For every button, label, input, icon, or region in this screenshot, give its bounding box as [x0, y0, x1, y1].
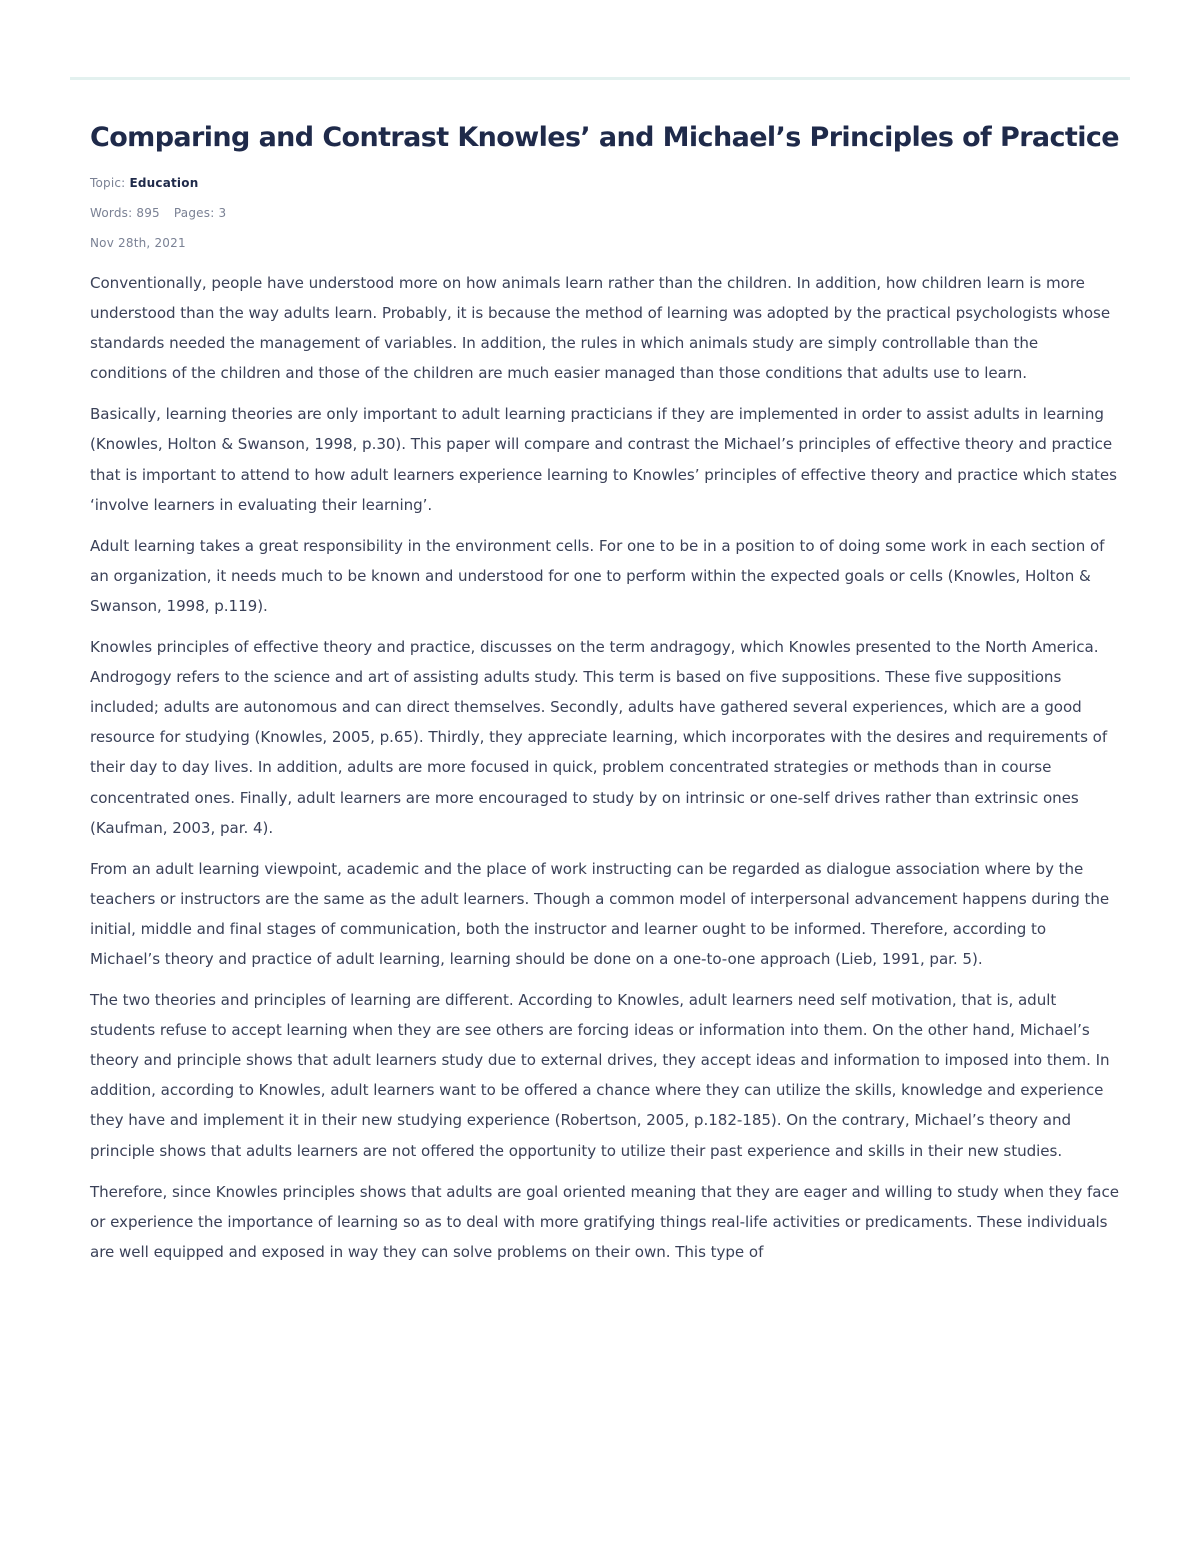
paragraph: The two theories and principles of learning are different. According to Knowles, adult learners need self motivation, that is, adult students refuse to accept learning when they are see others are forcing ideas or information into them. On the other hand, Michael’s theory and principle shows that adult learners study due to external drives, they accept ideas and information to imposed into them. In addition, according to Knowles, adult learners want to be offered a chance where they can utilize the skills, knowledge and experience they have and implement it in their new studying experience (Robertson, 2005, p.182-185). On the contrary, Michael’s theory and principle shows that adults learners are not offered the opportunity to utilize their past experience and skills in their new studies.	[90, 991, 1110, 1160]
page-title: Comparing and Contrast Knowles’ and Michael’s Principles of Practice	[90, 122, 1120, 153]
document-body	[90, 268, 1120, 1267]
pages-label: Pages:	[173, 206, 215, 220]
paragraph: Therefore, since Knowles principles shows that adults are goal oriented meaning that they are eager and willing to study when they face or experience the importance of learning so as to deal with more gratifying things real-life activities or predicaments. These individuals are well equipped and exposed in way they can solve problems on their own. This type of	[90, 1182, 1119, 1261]
paragraph: Conventionally, people have understood more on how animals learn rather than the children. In addition, how children learn is more understood than the way adults learn. Probably, it is because the method of learning was adopted by the practical psychologists whose standards needed the management of variables. In addition, the rules in which animals study are simply controllable than the conditions of the children and those of the children are much easier managed than those conditions that adults use to learn.	[90, 274, 1111, 383]
publish-date: Nov 28th, 2021	[90, 236, 186, 250]
topic-line	[90, 168, 1120, 198]
words-label: Words:	[90, 206, 133, 220]
document-meta	[90, 168, 1120, 258]
paragraph: Knowles principles of effective theory and practice, discusses on the term andragogy, which Knowles presented to the North America. Androgogy refers to the science and art of assisting adults study. This term is based on five suppositions. These five suppositions included; adults are autonomous and can direct themselves. Secondly, adults have gathered several experiences, which are a good resource for studying (Knowles, 2005, p.65). Thirdly, they appreciate learning, which incorporates with the desires and requirements of their day to day lives. In addition, adults are more focused in quick, problem concentrated strategies or methods than in course concentrated ones. Finally, adult learners are more encouraged to study by on intrinsic or one-self drives rather than extrinsic ones (Kaufman, 2003, par. 4).	[90, 638, 1108, 837]
paragraph: Basically, learning theories are only important to adult learning practicians if they are implemented in order to assist adults in learning (Knowles, Holton & Swanson, 1998, p.30). This paper will compare and contrast the Michael’s principles of effective theory and practice that is important to attend to how adult learners experience learning to Knowles’ principles of effective theory and practice which states ‘involve learners in evaluating their learning’.	[90, 405, 1117, 514]
paragraph: From an adult learning viewpoint, academic and the place of work instructing can be regarded as dialogue association where by the teachers or instructors are the same as the adult learners. Though a common model of interpersonal advancement happens during the initial, middle and final stages of communication, both the instructor and learner ought to be informed. Therefore, according to Michael’s theory and practice of adult learning, learning should be done on a one-to-one approach (Lieb, 1991, par. 5).	[90, 859, 1110, 968]
pages-count: 3	[218, 206, 227, 220]
words-count: 895	[136, 206, 160, 220]
stats-line	[90, 198, 1120, 228]
paragraph: Adult learning takes a great responsibility in the environment cells. For one to be in a position to of doing some work in each section of an organization, it needs much to be known and understood for one to perform within the expected goals or cells (Knowles, Holton & Swanson, 1998, p.119).	[90, 536, 1105, 615]
document-content	[90, 118, 1120, 1278]
top-divider	[70, 77, 1130, 80]
topic-label: Topic:	[90, 176, 126, 190]
topic-value[interactable]: Education	[129, 176, 199, 190]
